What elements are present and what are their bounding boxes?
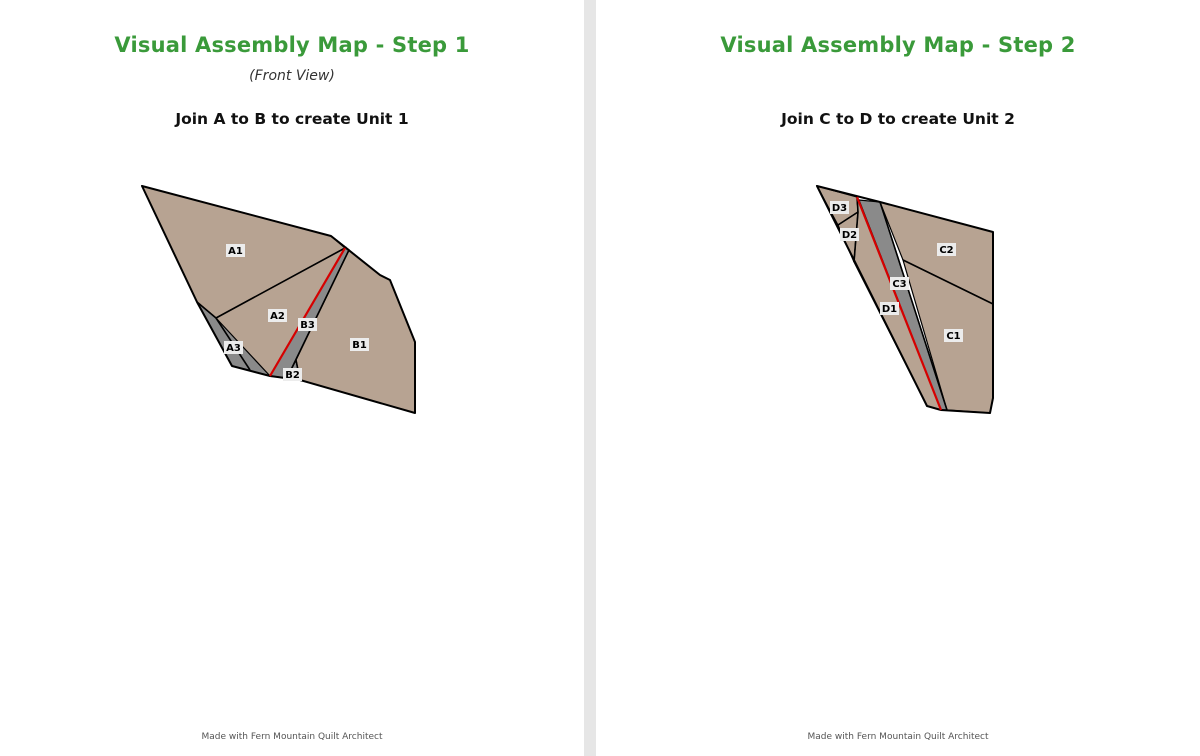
piece-label-text: A1 bbox=[228, 246, 243, 257]
page-title: Visual Assembly Map - Step 2 bbox=[720, 33, 1076, 57]
piece-label-text: D1 bbox=[881, 304, 898, 315]
label-A1 bbox=[226, 244, 245, 257]
piece-label-text: B3 bbox=[300, 320, 315, 331]
page-subtitle: (Front View) bbox=[249, 68, 335, 84]
footer-credit: Made with Fern Mountain Quilt Architect bbox=[201, 732, 383, 742]
footer-credit: Made with Fern Mountain Quilt Architect bbox=[807, 732, 989, 742]
piece-label-text: C2 bbox=[939, 245, 954, 256]
piece-label-text: A3 bbox=[226, 343, 241, 354]
label-C1 bbox=[944, 329, 963, 342]
piece-label-text: C1 bbox=[946, 331, 961, 342]
label-A2 bbox=[268, 309, 287, 322]
assembly-page-step-2 bbox=[596, 0, 1200, 756]
page-title: Visual Assembly Map - Step 1 bbox=[114, 33, 470, 57]
piece-label-text: D2 bbox=[841, 230, 858, 241]
label-C3 bbox=[890, 277, 909, 290]
assembly-instruction: Join C to D to create Unit 2 bbox=[781, 110, 1015, 128]
piece-label-text: B1 bbox=[352, 340, 367, 351]
label-D3 bbox=[830, 201, 849, 214]
assembly-diagram-step-2 bbox=[596, 0, 1200, 756]
piece-label-text: C3 bbox=[892, 279, 907, 290]
piece-label-text: A2 bbox=[270, 311, 285, 322]
label-B2 bbox=[283, 368, 302, 381]
assembly-page-step-1 bbox=[0, 0, 584, 756]
piece-label-text: D3 bbox=[831, 203, 848, 214]
label-D1 bbox=[880, 302, 899, 315]
label-B1 bbox=[350, 338, 369, 351]
label-D2 bbox=[840, 228, 859, 241]
assembly-instruction: Join A to B to create Unit 1 bbox=[175, 110, 409, 128]
assembly-diagram-step-1 bbox=[0, 0, 584, 756]
label-B3 bbox=[298, 318, 317, 331]
label-C2 bbox=[937, 243, 956, 256]
label-A3 bbox=[224, 341, 243, 354]
piece-label-text: B2 bbox=[285, 370, 300, 381]
